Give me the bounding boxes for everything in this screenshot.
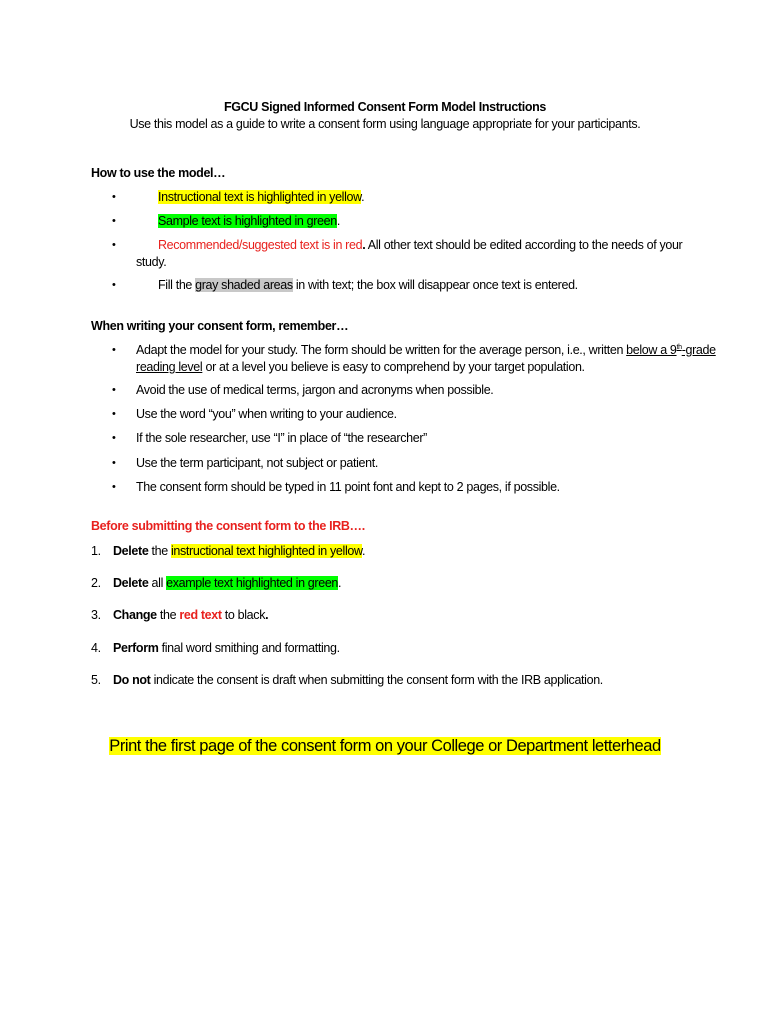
yellow-highlight-text: instructional text highlighted in yellow: [171, 544, 362, 558]
bullet-icon: •: [112, 239, 116, 251]
before-submit-heading: Before submitting the consent form to the IRB….: [91, 519, 365, 533]
red-text: Recommended/suggested text is in red: [158, 238, 363, 252]
bullet-icon: •: [112, 279, 116, 291]
letterhead-note: [0, 737, 770, 756]
yellow-highlight-text: Instructional text is highlighted in yellow: [158, 190, 362, 204]
gray-shaded-text: gray shaded areas: [195, 278, 293, 292]
document-subtitle: Use this model as a guide to write a consent form using language appropriate for your participants.: [129, 117, 641, 131]
bullet-icon: •: [112, 215, 116, 227]
bullet-icon: •: [112, 344, 116, 356]
bullet-icon: •: [112, 432, 116, 444]
bullet-icon: •: [112, 408, 116, 420]
bullet-icon: •: [112, 457, 116, 469]
green-highlight-text: example text highlighted in green: [166, 576, 339, 590]
bullet-icon: •: [112, 384, 116, 396]
green-highlight-text: Sample text is highlighted in green: [158, 214, 337, 228]
document-title: FGCU Signed Informed Consent Form Model Instructions: [223, 100, 547, 114]
bullet-icon: •: [112, 191, 116, 203]
yellow-highlight-text: Print the first page of the consent form on your College or Department letterhead: [109, 737, 661, 755]
document-page: FGCU Signed Informed Consent Form Model Instructions Use this model as a guide to write a consent form using language appropriate for your participants. How to use the model… • Instructional text is highlighted in yellow. • Sample text is highlighted in green. • Recommended/suggested text is in red. All other text should be edited according to the needs of your study. • Fill the gray shaded areas in with text; the box will disappear once text is entered. When writing your consent form, remember… • Adapt the model for your study. The form should be written for the average person, i.e., written below a 9th-grade reading level or at a level you believe is easy to comprehend by your target population. • Avoid the use of medical terms, jargon and acronyms when possible. • Use the word “you” when writing to your audience. • If the sole researcher, use “I” in place of “the researcher” • Use the term participant, not subject or patient. • The consent form should be typed in 11 point font and kept to 2 pages, if possible. Before submitting the consent form to the IRB…. 1. Delete the instructional text highlighted in yellow. 2. Delete all example text highlighted in green. 3. Change the red text to black. 4. Perform final word smithing and formatting. 5. Do not indicate the consent is draft when submitting the consent form with the IRB application. Print the first page of the consent form on your College or Department letterhead: [0, 0, 770, 1024]
how-to-heading: How to use the model…: [91, 166, 226, 180]
remember-heading: When writing your consent form, remember…: [91, 319, 349, 333]
bullet-icon: •: [112, 481, 116, 493]
red-text: red text: [179, 608, 222, 622]
